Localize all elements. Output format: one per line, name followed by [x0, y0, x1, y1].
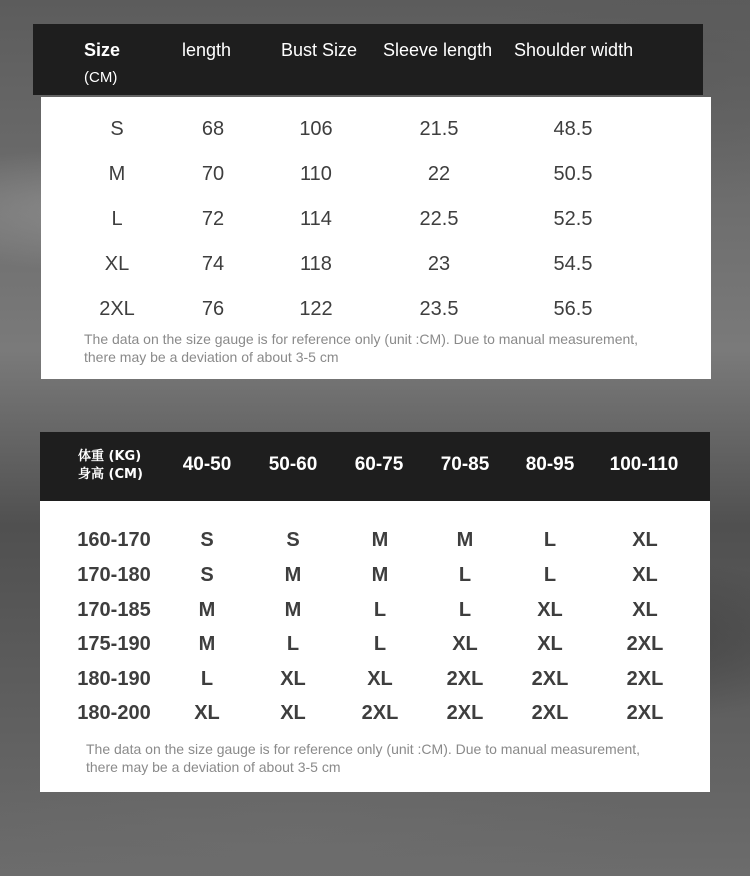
measurement-table-body — [41, 97, 711, 379]
cell-size: 2XL — [446, 702, 484, 724]
cell-sleeve: 22 — [427, 163, 451, 185]
header-bust-size: Bust Size — [281, 40, 358, 60]
cell-bust: 106 — [299, 118, 333, 140]
cell-length: 70 — [201, 163, 225, 185]
cell-sleeve: 21.5 — [419, 118, 459, 140]
cell-size: XL — [280, 668, 306, 690]
cell-size: S — [200, 564, 214, 586]
cell-size: L — [286, 633, 300, 655]
cell-shoulder: 50.5 — [553, 163, 593, 185]
table-row — [41, 114, 711, 144]
cell-shoulder: 52.5 — [553, 208, 593, 230]
cell-size: 2XL — [99, 298, 135, 320]
cell-height: 170-180 — [77, 564, 151, 586]
header-weight-range: 80-95 — [525, 454, 575, 475]
table-row — [40, 629, 710, 659]
cell-size: L — [543, 529, 557, 551]
cell-size: L — [458, 564, 472, 586]
cell-size: XL — [194, 702, 220, 724]
cell-length: 76 — [201, 298, 225, 320]
cell-size: XL — [537, 633, 563, 655]
header-weight-range: 70-85 — [440, 454, 490, 475]
cell-shoulder: 48.5 — [553, 118, 593, 140]
table-row — [41, 204, 711, 234]
cell-bust: 110 — [300, 163, 332, 185]
cell-length: 74 — [201, 253, 225, 275]
table-row — [40, 664, 710, 694]
cell-size: S — [286, 529, 300, 551]
header-weight-height — [78, 448, 143, 484]
table-row — [40, 525, 710, 555]
header-weight-label: 体重 (KG) — [78, 449, 142, 464]
cell-height: 180-190 — [77, 668, 151, 690]
cell-size: XL — [632, 599, 658, 621]
header-sleeve-length: Sleeve length — [383, 40, 493, 60]
cell-size: L — [373, 633, 387, 655]
header-weight-range: 50-60 — [268, 454, 318, 475]
cell-size: XL — [632, 529, 658, 551]
cell-size: L — [200, 668, 214, 690]
cell-height: 180-200 — [77, 702, 151, 724]
header-height-label: 身高 (CM) — [78, 467, 143, 482]
cell-bust: 122 — [299, 298, 333, 320]
table-row — [40, 560, 710, 590]
cell-sleeve: 23 — [427, 253, 451, 275]
cell-size: M — [371, 529, 389, 551]
cell-size: M — [284, 599, 302, 621]
fit-note-line-2: there may be a deviation of about 3-5 cm — [86, 759, 341, 775]
cell-size: S — [200, 529, 214, 551]
cell-length: 72 — [201, 208, 225, 230]
cell-size: M — [198, 599, 216, 621]
header-weight-range: 100-110 — [609, 454, 679, 475]
cell-size: M — [108, 163, 126, 185]
measurement-note-line-2: there may be a deviation of about 3-5 cm — [84, 349, 339, 365]
table-row — [41, 159, 711, 189]
cell-size: 2XL — [361, 702, 399, 724]
fit-table-header — [40, 432, 710, 501]
header-shoulder-width: Shoulder width — [514, 40, 634, 60]
cell-sleeve: 23.5 — [419, 298, 459, 320]
cell-size: S — [110, 118, 124, 140]
measurement-note-line-1: The data on the size gauge is for reference only (unit :CM). Due to manual measurement, — [84, 331, 639, 347]
cell-size: 2XL — [531, 702, 569, 724]
cell-size: M — [456, 529, 474, 551]
header-length: length — [182, 40, 232, 60]
cell-size: L — [111, 208, 123, 230]
cell-size: M — [198, 633, 216, 655]
cell-size: M — [284, 564, 302, 586]
cell-size: XL — [537, 599, 563, 621]
cell-size: 2XL — [626, 702, 664, 724]
measurement-table-header — [33, 24, 703, 95]
cell-sleeve: 22.5 — [419, 208, 459, 230]
fit-table-body — [40, 501, 710, 792]
cell-bust: 118 — [300, 253, 332, 275]
table-row — [41, 294, 711, 324]
table-row — [40, 698, 710, 728]
cell-size: XL — [452, 633, 478, 655]
table-row — [41, 249, 711, 279]
cell-bust: 114 — [300, 208, 332, 230]
cell-size: XL — [280, 702, 306, 724]
cell-size: 2XL — [531, 668, 569, 690]
cell-shoulder: 56.5 — [553, 298, 593, 320]
cell-size: 2XL — [626, 633, 664, 655]
cell-size: XL — [104, 253, 130, 275]
cell-size: M — [371, 564, 389, 586]
header-weight-range: 60-75 — [354, 454, 404, 475]
cell-size: XL — [367, 668, 393, 690]
fit-note-line-1: The data on the size gauge is for reference only (unit :CM). Due to manual measurement, — [86, 741, 641, 757]
cell-size: 2XL — [626, 668, 664, 690]
cell-size: L — [458, 599, 472, 621]
header-weight-range: 40-50 — [182, 454, 232, 475]
cell-length: 68 — [201, 118, 225, 140]
table-row — [40, 595, 710, 625]
header-size: Size — [84, 40, 121, 60]
cell-size: L — [373, 599, 387, 621]
cell-height: 160-170 — [77, 529, 151, 551]
header-size-unit: (CM) — [84, 69, 118, 86]
cell-size: L — [543, 564, 557, 586]
cell-height: 170-185 — [77, 599, 151, 621]
cell-shoulder: 54.5 — [553, 253, 593, 275]
cell-size: XL — [632, 564, 658, 586]
cell-height: 175-190 — [77, 633, 151, 655]
cell-size: 2XL — [446, 668, 484, 690]
